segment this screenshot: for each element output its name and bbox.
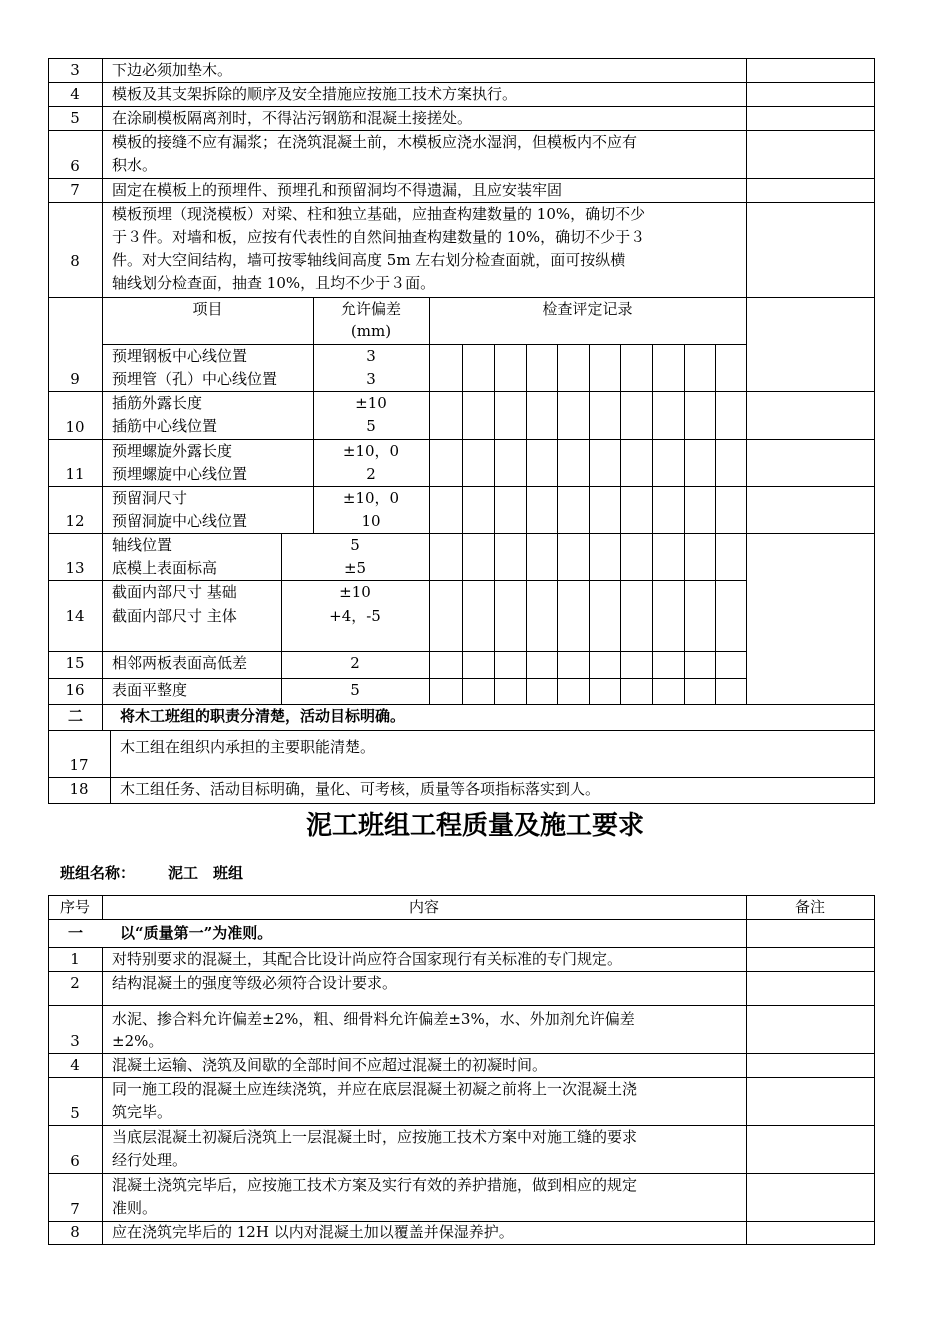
section-number: 一 bbox=[68, 924, 84, 942]
col-header-num: 序号 bbox=[59, 898, 90, 916]
tol-item: 预埋钢板中心线位置 bbox=[112, 347, 248, 365]
section-number: 二 bbox=[68, 707, 84, 725]
row-text-line: 模板预埋（现浇模板）对梁、柱和独立基础，应抽查构建数量的 10%，确切不少 bbox=[112, 205, 646, 223]
tol-value: 5 bbox=[366, 417, 376, 435]
row-number: 15 bbox=[65, 654, 85, 672]
row-text-line: 经行处理。 bbox=[112, 1151, 188, 1169]
row-number: 2 bbox=[70, 974, 80, 992]
tol-value: +4，-5 bbox=[329, 607, 381, 625]
col-header-item: 项目 bbox=[192, 300, 223, 318]
tol-value: 2 bbox=[366, 465, 376, 483]
row-number: 11 bbox=[65, 465, 85, 483]
tol-value: ±10 bbox=[355, 394, 387, 412]
row-text: 下边必须加垫木。 bbox=[112, 61, 233, 79]
row-text-line: 件。对大空间结构，墙可按零轴线间高度 5m 左右划分检查面就，面可按纵横 bbox=[112, 251, 626, 269]
row-number: 12 bbox=[65, 512, 85, 530]
row-number: 14 bbox=[65, 607, 85, 625]
row-text: 模板及其支架拆除的顺序及安全措施应按施工技术方案执行。 bbox=[112, 85, 518, 103]
row-number: 17 bbox=[69, 756, 89, 774]
tol-value: 2 bbox=[350, 654, 360, 672]
tol-item: 相邻两板表面高低差 bbox=[112, 654, 248, 672]
row-number: 3 bbox=[70, 1032, 80, 1050]
tol-item: 插筋中心线位置 bbox=[112, 417, 218, 435]
row-text-line: ±2%。 bbox=[112, 1032, 164, 1050]
row-text-line: 混凝土浇筑完毕后，应按施工技术方案及实行有效的养护措施，做到相应的规定 bbox=[112, 1176, 638, 1194]
page-title: 泥工班组工程质量及施工要求 bbox=[305, 811, 644, 841]
tol-value: 5 bbox=[350, 681, 360, 699]
tol-item: 预埋螺旋外露长度 bbox=[112, 442, 233, 460]
col-header-unit: (mm) bbox=[350, 322, 392, 340]
row-text: 混凝土运输、浇筑及间歇的全部时间不应超过混凝土的初凝时间。 bbox=[112, 1056, 548, 1074]
section-title: 以“质量第一”为准则。 bbox=[120, 924, 273, 942]
tol-item: 截面内部尺寸 基础 bbox=[112, 583, 237, 601]
row-number: 9 bbox=[70, 370, 80, 388]
row-text-line: 同一施工段的混凝土应连续浇筑，并应在底层混凝土初凝之前将上一次混凝土浇 bbox=[112, 1080, 638, 1098]
row-text: 结构混凝土的强度等级必须符合设计要求。 bbox=[112, 974, 398, 992]
col-header-record: 检查评定记录 bbox=[542, 300, 633, 318]
col-header-content: 内容 bbox=[408, 898, 439, 916]
row-text-line: 积水。 bbox=[112, 156, 158, 174]
team-name: 泥工 班组 bbox=[168, 864, 244, 882]
tol-item: 预留洞尺寸 bbox=[112, 489, 188, 507]
tol-item: 预埋管（孔）中心线位置 bbox=[112, 370, 278, 388]
row-number: 4 bbox=[70, 1056, 80, 1074]
row-text-line: 准则。 bbox=[112, 1199, 158, 1217]
tol-item: 表面平整度 bbox=[112, 681, 188, 699]
row-number: 16 bbox=[65, 681, 85, 699]
row-number: 7 bbox=[70, 1200, 80, 1218]
row-text-line: 模板的接缝不应有漏浆；在浇筑混凝土前，木模板应浇水湿润，但模板内不应有 bbox=[112, 133, 638, 151]
tol-item: 插筋外露长度 bbox=[112, 394, 203, 412]
row-text-line: 筑完毕。 bbox=[112, 1103, 173, 1121]
row-number: 8 bbox=[70, 1223, 80, 1241]
tol-value: ±10，0 bbox=[342, 442, 400, 460]
row-number: 4 bbox=[70, 85, 80, 103]
tol-value: ±5 bbox=[343, 559, 367, 577]
col-header-deviation: 允许偏差 bbox=[340, 300, 401, 318]
row-text: 在涂刷模板隔离剂时，不得沾污钢筋和混凝土接搓处。 bbox=[112, 109, 473, 127]
tol-item: 底模上表面标高 bbox=[112, 559, 218, 577]
tol-value: ±10，0 bbox=[342, 489, 400, 507]
col-header-remark: 备注 bbox=[794, 898, 825, 916]
tol-item: 轴线位置 bbox=[112, 536, 173, 554]
row-text: 对特别要求的混凝土，其配合比设计尚应符合国家现行有关标准的专门规定。 bbox=[112, 950, 623, 968]
row-text: 木工组任务、活动目标明确，量化、可考核，质量等各项指标落实到人。 bbox=[120, 780, 601, 798]
row-number: 3 bbox=[70, 61, 80, 79]
row-number: 7 bbox=[70, 181, 80, 199]
row-number: 5 bbox=[70, 109, 80, 127]
tol-value: 5 bbox=[350, 536, 360, 554]
section-title: 将木工班组的职责分清楚，活动目标明确。 bbox=[120, 707, 406, 725]
row-text: 应在浇筑完毕后的 12H 以内对混凝土加以覆盖并保湿养护。 bbox=[112, 1223, 514, 1241]
row-number: 6 bbox=[70, 157, 80, 175]
team-label: 班组名称： bbox=[60, 864, 136, 882]
row-number: 6 bbox=[70, 1152, 80, 1170]
row-number: 5 bbox=[70, 1104, 80, 1122]
row-text-line: 轴线划分检查面，抽查 10%，且均不少于３面。 bbox=[112, 274, 436, 292]
row-text: 木工组在组织内承担的主要职能清楚。 bbox=[120, 738, 376, 756]
tol-item: 预埋螺旋中心线位置 bbox=[112, 465, 248, 483]
row-number: 13 bbox=[65, 559, 85, 577]
tol-value: 3 bbox=[366, 347, 376, 365]
row-number: 8 bbox=[70, 252, 80, 270]
tol-value: 3 bbox=[366, 370, 376, 388]
row-text: 固定在模板上的预埋件、预埋孔和预留洞均不得遗漏，且应安装牢固 bbox=[112, 181, 563, 199]
row-number: 18 bbox=[69, 780, 89, 798]
row-text-line: 当底层混凝土初凝后浇筑上一层混凝土时，应按施工技术方案中对施工缝的要求 bbox=[112, 1128, 638, 1146]
tol-value: 10 bbox=[361, 512, 381, 530]
row-text-line: 于３件。对墙和板，应按有代表性的自然间抽查构建数量的 10%，确切不少于３ bbox=[112, 228, 646, 246]
tol-item: 预留洞旋中心线位置 bbox=[112, 512, 248, 530]
tol-value: ±10 bbox=[339, 583, 371, 601]
row-number: 1 bbox=[70, 950, 80, 968]
row-number: 10 bbox=[65, 418, 85, 436]
row-text-line: 水泥、掺合料允许偏差±2%，粗、细骨料允许偏差±3%，水、外加剂允许偏差 bbox=[112, 1010, 635, 1028]
tol-item: 截面内部尺寸 主体 bbox=[112, 607, 237, 625]
